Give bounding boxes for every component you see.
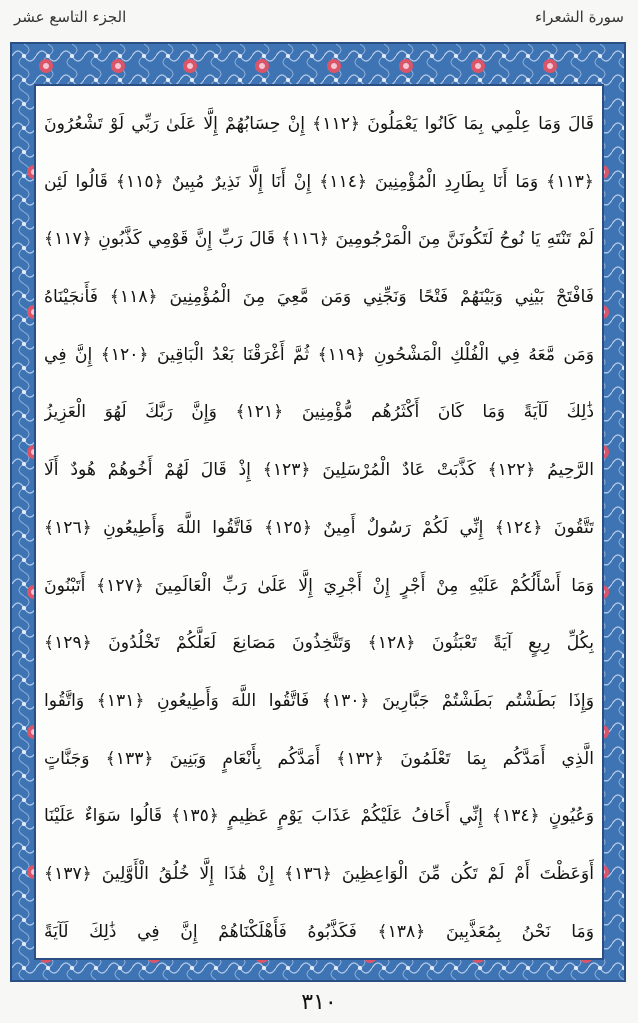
text-panel [34, 84, 604, 960]
rosette-icon [398, 58, 414, 74]
rosette-icon [326, 58, 342, 74]
page-number: ٣١٠ [301, 990, 337, 1015]
text-line: ﴿١١٣﴾ وَمَا أَنَا بِطَارِدِ الْمُؤْمِنِينَ ﴿١١٤﴾ إِنْ أَنَا إِلَّا نَذِيرٌ مُبِينٌ ﴿١١٥﴾ قَالُوا لَئِن [44, 171, 594, 192]
rosette-icon [254, 58, 270, 74]
text-line: ذَٰلِكَ لَآيَةً وَمَا كَانَ أَكْثَرُهُم مُّؤْمِنِينَ ﴿١٢١﴾ وَإِنَّ رَبَّكَ لَهُوَ الْعَزِيزُ [44, 402, 594, 423]
text-line: بِكُلِّ رِيعٍ آيَةً تَعْبَثُونَ ﴿١٢٨﴾ وَتَتَّخِذُونَ مَصَانِعَ لَعَلَّكُمْ تَخْلُدُونَ ﴿١٢٩﴾ [44, 633, 594, 654]
text-line: فَافْتَحْ بَيْنِي وَبَيْنَهُمْ فَتْحًا وَنَجِّنِي وَمَن مَّعِيَ مِنَ الْمُؤْمِنِينَ ﴿١١٨﴾ فَأَنجَيْنَاهُ [44, 287, 594, 308]
text-line: وَمَن مَّعَهُ فِي الْفُلْكِ الْمَشْحُونِ ﴿١١٩﴾ ثُمَّ أَغْرَقْنَا بَعْدُ الْبَاقِينَ ﴿١٢٠﴾ إِنَّ فِي [44, 344, 594, 365]
text-line: وَعُيُونٍ ﴿١٣٤﴾ إِنِّي أَخَافُ عَلَيْكُمْ عَذَابَ يَوْمٍ عَظِيمٍ ﴿١٣٥﴾ قَالُوا سَوَاءٌ عَلَيْنَا [44, 806, 594, 827]
rosette-icon [110, 58, 126, 74]
surah-title: سورة الشعراء [534, 8, 624, 26]
rosette-icon [470, 58, 486, 74]
page-header [0, 0, 638, 40]
text-line: قَالَ وَمَا عِلْمِي بِمَا كَانُوا يَعْمَلُونَ ﴿١١٢﴾ إِنْ حِسَابُهُمْ إِلَّا عَلَىٰ رَبِّي لَوْ تَشْعُرُونَ [44, 114, 594, 134]
text-line: الرَّحِيمُ ﴿١٢٢﴾ كَذَّبَتْ عَادٌ الْمُرْسَلِينَ ﴿١٢٣﴾ إِذْ قَالَ لَهُمْ أَخُوهُمْ هُودٌ أَلَا [44, 460, 594, 481]
text-line: الَّذِي أَمَدَّكُم بِمَا تَعْلَمُونَ ﴿١٣٢﴾ أَمَدَّكُم بِأَنْعَامٍ وَبَنِينَ ﴿١٣٣﴾ وَجَنَّاتٍ [44, 748, 594, 769]
rosette-icon [542, 58, 558, 74]
quran-text [44, 96, 594, 948]
rosette-icon [182, 58, 198, 74]
juz-title: الجزء التاسع عشر [14, 8, 127, 26]
text-line: تَتَّقُونَ ﴿١٢٤﴾ إِنِّي لَكُمْ رَسُولٌ أَمِينٌ ﴿١٢٥﴾ فَاتَّقُوا اللَّهَ وَأَطِيعُونِ ﴿١٢٦﴾ [44, 517, 594, 538]
text-line: لَمْ تَنْتَهِ يَا نُوحُ لَتَكُونَنَّ مِنَ الْمَرْجُومِينَ ﴿١١٦﴾ قَالَ رَبِّ إِنَّ قَوْمِي كَذَّبُونِ ﴿١١٧﴾ [44, 229, 594, 250]
text-line: أَوَعَظْتَ أَمْ لَمْ تَكُن مِّنَ الْوَاعِظِينَ ﴿١٣٦﴾ إِنْ هَٰذَا إِلَّا خُلُقُ الْأَوَّلِينَ ﴿١٣٧﴾ [44, 863, 594, 884]
text-line: وَإِذَا بَطَشْتُم بَطَشْتُمْ جَبَّارِينَ ﴿١٣٠﴾ فَاتَّقُوا اللَّهَ وَأَطِيعُونِ ﴿١٣١﴾ وَاتَّقُوا [44, 690, 594, 711]
text-line: وَمَا نَحْنُ بِمُعَذَّبِينَ ﴿١٣٨﴾ فَكَذَّبُوهُ فَأَهْلَكْنَاهُمْ إِنَّ فِي ذَٰلِكَ لَآيَةً [44, 921, 594, 942]
rosette-icon [38, 58, 54, 74]
text-line: وَمَا أَسْأَلُكُمْ عَلَيْهِ مِنْ أَجْرٍ إِنْ أَجْرِيَ إِلَّا عَلَىٰ رَبِّ الْعَالَمِينَ ﴿١٢٧﴾ أَتَبْنُونَ [44, 575, 594, 596]
